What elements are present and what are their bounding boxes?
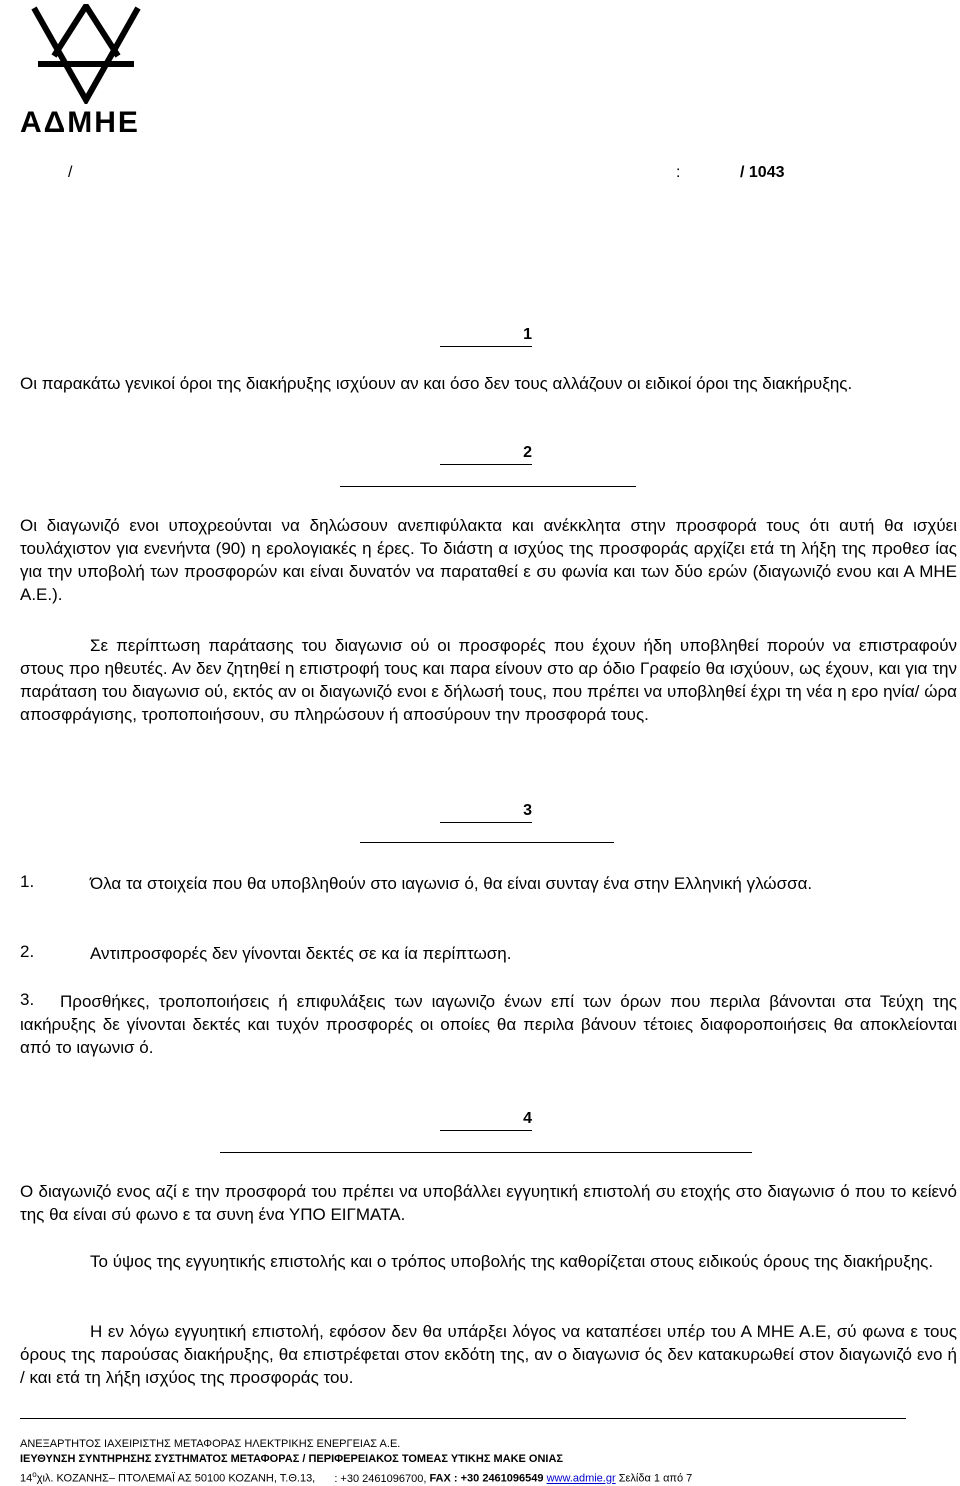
section-1-number: 1 bbox=[523, 326, 532, 343]
header-slash: / bbox=[68, 164, 73, 181]
section-3-item-2-number: 2. bbox=[20, 942, 35, 961]
section-3-item-3-number: 3. bbox=[20, 990, 35, 1009]
section-4-paragraph-3: Η εν λόγω εγγυητική επιστολή, εφόσον δεν θα υπάρξει λόγος να καταπέσει υπέρ του Α ΜΗΕ Α.Ε, σύ φωνα ε τους όρους της παρούσας διακήρυξης, θα επιστρέφεται στον εκδότη της, αν ο διαγωνισ ός δεν κατακυρωθεί στον διαγωνιζό ενο ή / και ετά τη λήξη ισχύος της προσφοράς του. bbox=[20, 1322, 957, 1387]
footer-rule bbox=[20, 1418, 906, 1419]
section-4-number: 4 bbox=[523, 1110, 532, 1127]
footer-website-link[interactable]: www.admie.gr bbox=[546, 1472, 616, 1485]
section-3-title-rule bbox=[360, 842, 614, 843]
section-3-number: 3 bbox=[523, 802, 532, 819]
document-reference: / 1043 bbox=[740, 164, 785, 181]
footer-fax: FAX : +30 2461096549 bbox=[429, 1472, 544, 1485]
section-4-underline bbox=[440, 1130, 532, 1131]
footer-page-number: Σελίδα 1 από 7 bbox=[618, 1472, 693, 1485]
footer-address-sup: ο bbox=[32, 1470, 37, 1479]
section-4-paragraph-2: Το ύψος της εγγυητικής επιστολής και ο τρόπος υποβολής της καθορίζεται στους ειδικούς όρους της διακήρυξης. bbox=[90, 1252, 934, 1271]
section-3-underline bbox=[440, 822, 532, 823]
admie-logo bbox=[28, 4, 144, 104]
section-3-item-2-text: Αντιπροσφορές δεν γίνονται δεκτές σε κα ία περίπτωση. bbox=[90, 944, 512, 963]
section-2-underline bbox=[440, 464, 532, 465]
footer-company-name: ΑΝΕΞΑΡΤΗΤΟΣ ΙΑΧΕΙΡΙΣΤΗΣ ΜΕΤΑΦΟΡΑΣ ΗΛΕΚΤΡΙΚΗΣ ΕΝΕΡΓΕΙΑΣ Α.Ε. bbox=[20, 1438, 401, 1450]
section-2-title-rule bbox=[340, 486, 636, 487]
footer-address-line bbox=[20, 1468, 692, 1486]
section-4-title-rule bbox=[220, 1152, 752, 1153]
footer-address-km: 14 bbox=[20, 1472, 33, 1485]
section-2-paragraph-2: Σε περίπτωση παράτασης του διαγωνισ ού οι προσφορές που έχουν ήδη υποβληθεί πορούν να επιστραφούν στους προ ηθευτές. Αν δεν ζητηθεί η επιστροφή τους και παρα είνουν στο αρ όδιο Γραφείο θα ισχύουν, ως έχουν, και για την παράταση του διαγωνισ ού, εκτός αν οι διαγωνιζό ενοι ε δήλωσή τους, που πρέπει να υποβληθεί έχρι τη νέα η ερο ηνία/ ώρα αποσφράγισης, τροποποιήσουν, συ πληρώσουν ή αποσύρουν την προσφορά τους. bbox=[20, 636, 957, 724]
section-2-paragraph-1: Οι διαγωνιζό ενοι υποχρεούνται να δηλώσουν ανεπιφύλακτα και ανέκκλητα στην προσφορά τους ότι αυτή θα ισχύει τουλάχιστον για ενενήντα (90) η ερολογιακές η έρες. Το διάστη α ισχύος της προσφοράς αρχίζει ετά τη λήξη της προθεσ ίας για την υποβολή των προσφορών και είναι δυνατόν να παραταθεί ε συ φωνία και των δύο ερών (διαγωνιζό ενου και Α ΜΗΕ Α.Ε.). bbox=[20, 516, 957, 604]
section-1-underline bbox=[440, 346, 532, 347]
logo-text: ΑΔΜΗΕ bbox=[20, 106, 140, 139]
footer-department: ΙΕΥΘΥΝΣΗ ΣΥΝΤΗΡΗΣΗΣ ΣΥΣΤΗΜΑΤΟΣ ΜΕΤΑΦΟΡΑΣ / ΠΕΡΙΦΕΡΕΙΑΚΟΣ ΤΟΜΕΑΣ ΥΤΙΚΗΣ ΜΑΚΕ ΟΝΙΑΣ bbox=[20, 1453, 564, 1465]
section-3-item-1-number: 1. bbox=[20, 872, 35, 891]
footer-telephone: : +30 2461096700, bbox=[334, 1472, 427, 1485]
section-3-item-3-text: Προσθήκες, τροποποιήσεις ή επιφυλάξεις των ιαγωνιζο ένων επί των όρων που περιλα βάνονται στα Τεύχη της ιακήρυξης δε γίνονται δεκτές και τυχόν προσφορές οι οποίες θα περιλα βάνουν τέτοιες διαφοροποιήσεις θα αποκλείονται από το ιαγωνισ ό. bbox=[20, 992, 957, 1057]
section-4-paragraph-1: Ο διαγωνιζό ενος αζί ε την προσφορά του πρέπει να υποβάλλει εγγυητική επιστολή συ ετοχής στο διαγωνισ ό που το κείενό της θα είναι σύ φωνο ε τα συνη ένα ΥΠΟ ΕΙΓΜΑΤΑ. bbox=[20, 1182, 957, 1224]
header-colon: : bbox=[676, 164, 681, 181]
footer-address: χιλ. ΚΟΖΑΝΗΣ– ΠΤΟΛΕΜΑΪ ΑΣ 50100 ΚΟΖΑΝΗ, Τ.Θ.13, bbox=[36, 1472, 316, 1485]
section-2-number: 2 bbox=[523, 444, 532, 461]
section-1-paragraph: Οι παρακάτω γενικοί όροι της διακήρυξης ισχύουν αν και όσο δεν τους αλλάζουν οι ειδικοί όροι της διακήρυξης. bbox=[20, 374, 853, 393]
section-3-item-1-text: Όλα τα στοιχεία που θα υποβληθούν στο ιαγωνισ ό, θα είναι συνταγ ένα στην Ελληνική γλώσσα. bbox=[90, 874, 813, 893]
